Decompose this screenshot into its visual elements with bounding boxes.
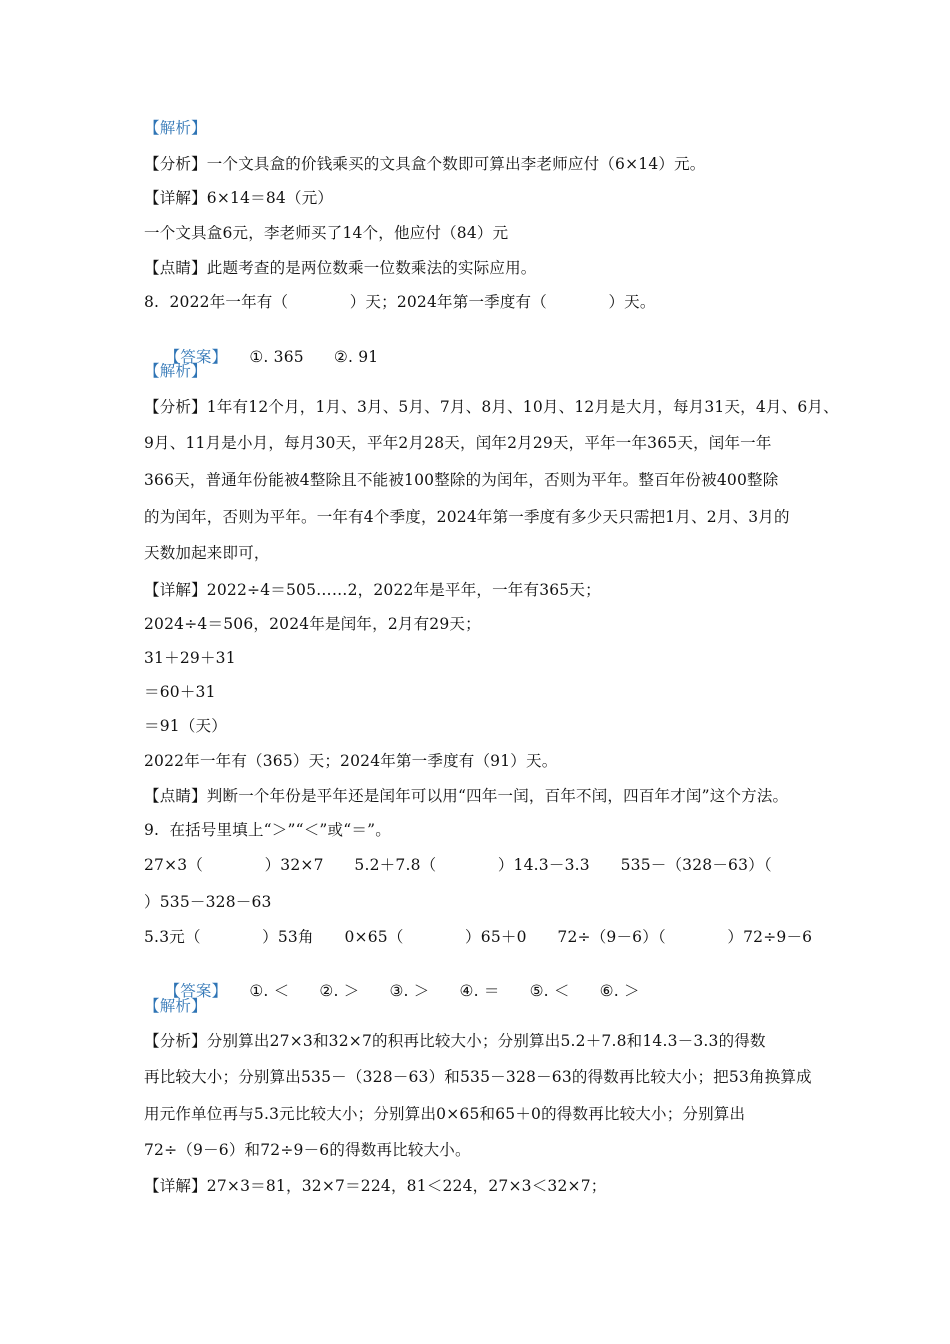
detail-line: 31＋29＋31 bbox=[144, 649, 236, 667]
detail-line: 2022年一年有（365）天；2024年第一季度有（91）天。 bbox=[144, 752, 558, 770]
detail-line: 【详解】2022÷4＝505……2，2022年是平年，一年有365天； bbox=[144, 581, 601, 599]
answer-item: ①. 365 bbox=[249, 348, 304, 366]
detail-text: 【详解】27×3＝81，32×7＝224，81＜224，27×3＜32×7； bbox=[144, 1177, 607, 1195]
answer-row-q9 bbox=[144, 961, 670, 1021]
comment-text: 【点睛】此题考查的是两位数乘一位数乘法的实际应用。 bbox=[144, 259, 537, 277]
answer-item: ④. ＝ bbox=[459, 982, 500, 1000]
analysis-line: 72÷（9－6）和72÷9－6的得数再比较大小。 bbox=[144, 1141, 471, 1159]
detail-line: 2024÷4＝506，2024年是闰年，2月有29天； bbox=[144, 615, 481, 633]
question-row: ）535－328－63 bbox=[144, 893, 272, 911]
detail-line: 一个文具盒6元，李老师买了14个，他应付（84）元 bbox=[144, 224, 509, 242]
jiexi-heading: 【解析】 bbox=[144, 362, 207, 380]
answer-item: ③. ＞ bbox=[389, 982, 430, 1000]
detail-text: 【详解】6×14＝84（元） bbox=[144, 189, 334, 207]
analysis-line: 天数加起来即可， bbox=[144, 544, 270, 562]
analysis-line: 9月、11月是小月，每月30天，平年2月28天，闰年2月29天，平年一年365天，闰年一年 bbox=[144, 434, 772, 452]
question-row: 5.3元（ ）53角 0×65（ ）65＋0 72÷（9－6）（ ）72÷9－6 bbox=[144, 928, 813, 946]
jiexi-heading: 【解析】 bbox=[144, 997, 207, 1015]
analysis-line: 的为闰年，否则为平年。一年有4个季度，2024年第一季度有多少天只需把1月、2月、3月的 bbox=[144, 508, 790, 526]
detail-line: ＝60＋31 bbox=[144, 683, 216, 701]
detail-line: ＝91（天） bbox=[144, 717, 227, 735]
question-8: 8. 2022年一年有（ ）天；2024年第一季度有（ ）天。 bbox=[144, 293, 656, 311]
answer-item: ②. 91 bbox=[333, 348, 379, 366]
analysis-line: 再比较大小；分别算出535－（328－63）和535－328－63的得数再比较大小；把53角换算成 bbox=[144, 1068, 812, 1086]
analysis-line: 366天，普通年份能被4整除且不能被100整除的为闰年，否则为平年。整百年份被400整除 bbox=[144, 471, 779, 489]
answer-tag: 【答案】 bbox=[164, 348, 228, 366]
jiexi-heading: 【解析】 bbox=[144, 119, 207, 137]
analysis-text: 【分析】一个文具盒的价钱乘买的文具盒个数即可算出李老师应付（6×14）元。 bbox=[144, 155, 706, 173]
answer-item: ①. ＜ bbox=[249, 982, 290, 1000]
comment-text: 【点睛】判断一个年份是平年还是闰年可以用“四年一闰，百年不闰，四百年才闰”这个方法。 bbox=[144, 787, 789, 805]
answer-item: ⑤. ＜ bbox=[529, 982, 570, 1000]
question-9: 9. 在括号里填上“＞”“＜”或“＝”。 bbox=[144, 821, 391, 839]
analysis-line: 【分析】1年有12个月，1月、3月、5月、7月、8月、10月、12月是大月，每月31天，4月、6月、 bbox=[144, 398, 839, 416]
answer-item: ⑥. ＞ bbox=[599, 982, 640, 1000]
answer-item: ②. ＞ bbox=[319, 982, 360, 1000]
analysis-line: 【分析】分别算出27×3和32×7的积再比较大小；分别算出5.2＋7.8和14.3－3.3的得数 bbox=[144, 1032, 766, 1050]
analysis-line: 用元作单位再与5.3元比较大小；分别算出0×65和65＋0的得数再比较大小；分别算出 bbox=[144, 1105, 746, 1123]
answer-tag: 【答案】 bbox=[164, 982, 228, 1000]
question-row: 27×3（ ）32×7 5.2＋7.8（ ）14.3－3.3 535－（328－63）（ bbox=[144, 856, 772, 874]
